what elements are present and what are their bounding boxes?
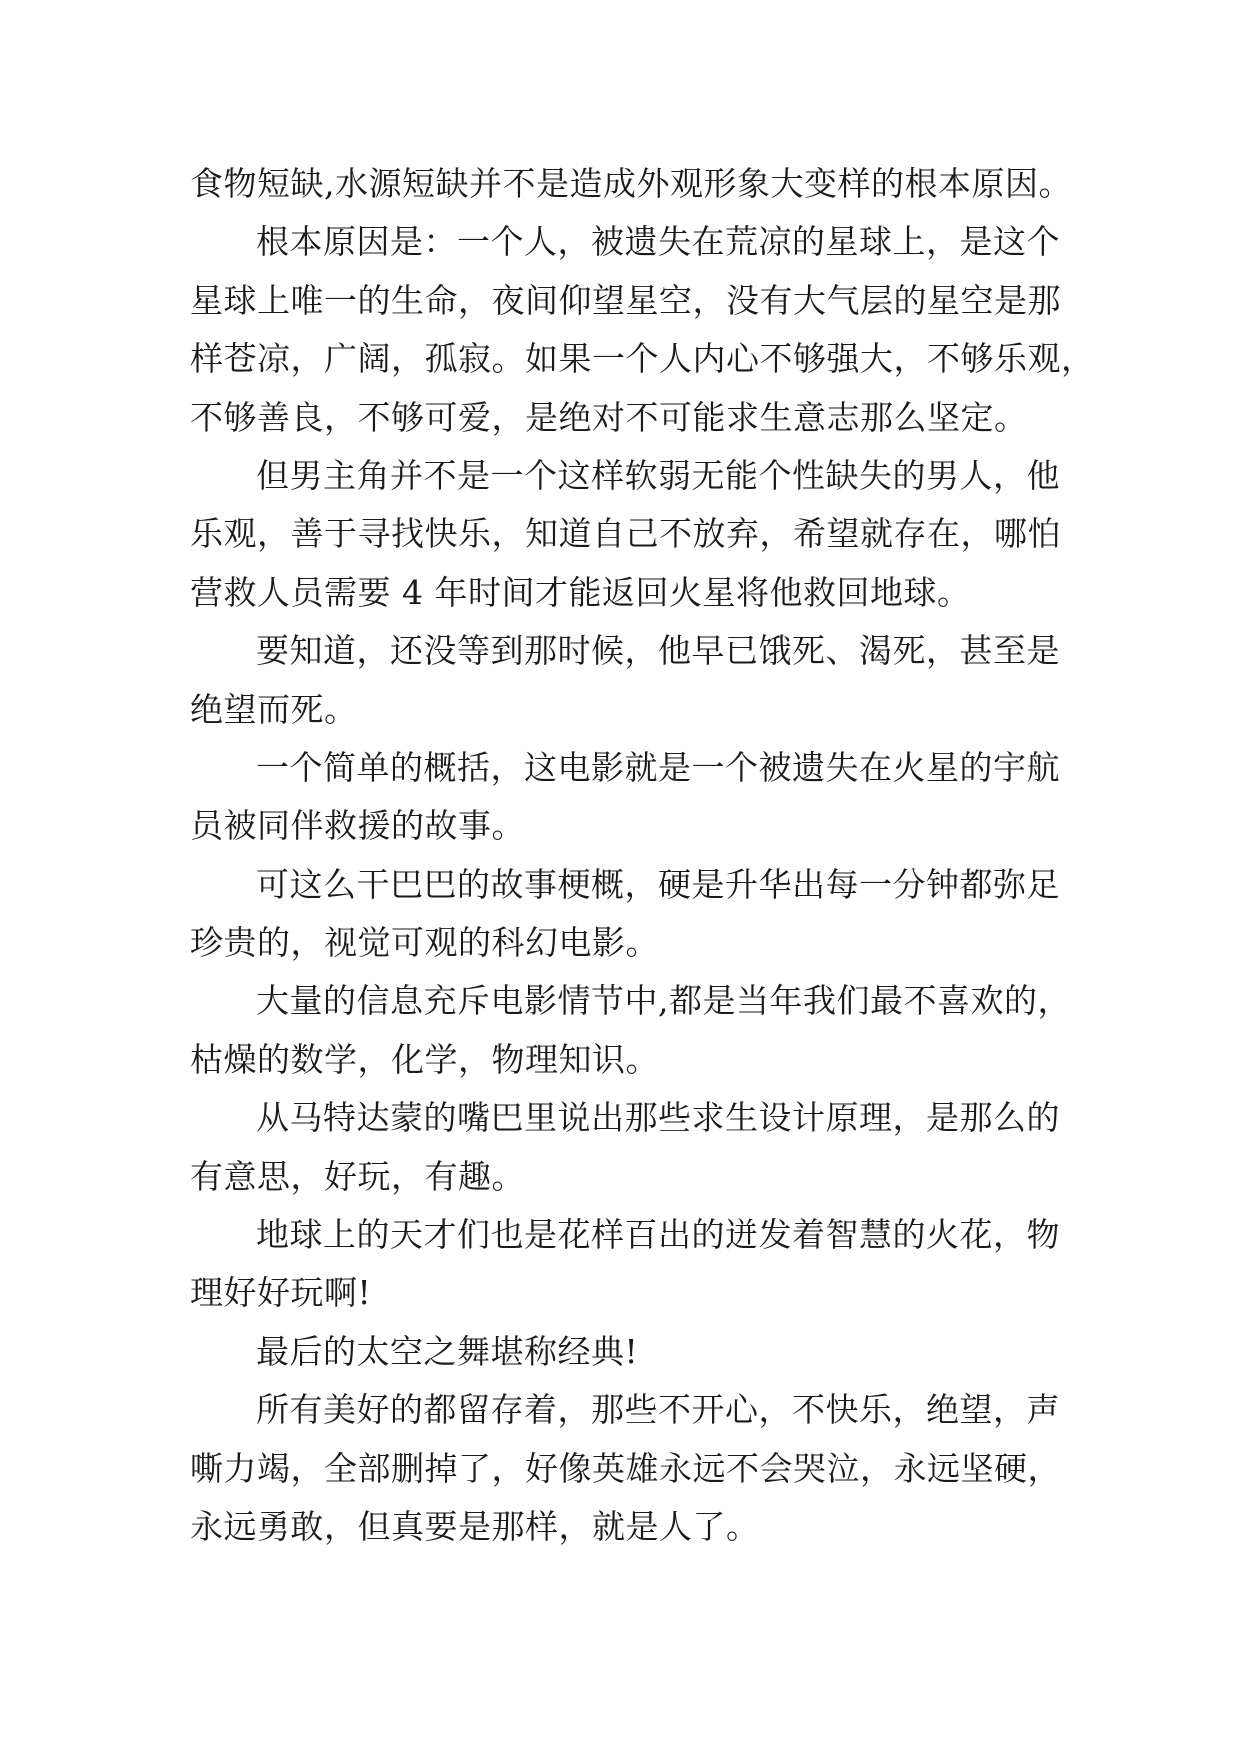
text-line: 理好好玩啊! — [190, 1273, 372, 1313]
text-line: 有意思，好玩，有趣。 — [190, 1156, 525, 1196]
text-line: 但男主角并不是一个这样软弱无能个性缺失的男人，他 — [256, 455, 1060, 495]
text-line: 珍贵的，视觉可观的科幻电影。 — [190, 923, 659, 963]
text-line: 样苍凉，广阔，孤寂。如果一个人内心不够强大，不够乐观， — [190, 339, 1095, 379]
text-line: 从马特达蒙的嘴巴里说出那些求生设计原理，是那么的 — [256, 1098, 1060, 1138]
text-line: 可这么干巴巴的故事梗概，硬是升华出每一分钟都弥足 — [256, 864, 1060, 904]
text-line: 营救人员需要 4 年时间才能返回火星将他救回地球。 — [190, 572, 971, 612]
document-body — [190, 155, 1095, 1556]
text-line: 地球上的天才们也是花样百出的迸发着智慧的火花，物 — [256, 1215, 1060, 1255]
text-line: 嘶力竭，全部删掉了，好像英雄永远不会哭泣，永远坚硬， — [190, 1448, 1061, 1488]
text-line: 员被同伴救援的故事。 — [190, 806, 525, 846]
text-line: 一个简单的概括，这电影就是一个被遗失在火星的宇航 — [256, 747, 1060, 787]
text-line: 星球上唯一的生命，夜间仰望星空，没有大气层的星空是那 — [190, 280, 1061, 320]
text-line: 不够善良，不够可爱，是绝对不可能求生意志那么坚定。 — [190, 397, 1028, 437]
text-line: 根本原因是：一个人，被遗失在荒凉的星球上，是这个 — [256, 222, 1060, 262]
text-line: 绝望而死。 — [190, 689, 358, 729]
text-line: 枯燥的数学，化学，物理知识。 — [190, 1039, 659, 1079]
text-line: 食物短缺,水源短缺并不是造成外观形象大变样的根本原因。 — [190, 164, 1072, 203]
text-line: 大量的信息充斥电影情节中,都是当年我们最不喜欢的， — [256, 981, 1071, 1021]
text-line: 所有美好的都留存着，那些不开心，不快乐，绝望，声 — [256, 1390, 1060, 1430]
text-line: 乐观，善于寻找快乐，知道自己不放弃，希望就存在，哪怕 — [190, 514, 1061, 554]
text-line: 最后的太空之舞堪称经典! — [256, 1331, 639, 1371]
text-line: 要知道，还没等到那时候，他早已饿死、渴死，甚至是 — [256, 631, 1060, 671]
text-line: 永远勇敢，但真要是那样，就是人了。 — [190, 1506, 760, 1546]
